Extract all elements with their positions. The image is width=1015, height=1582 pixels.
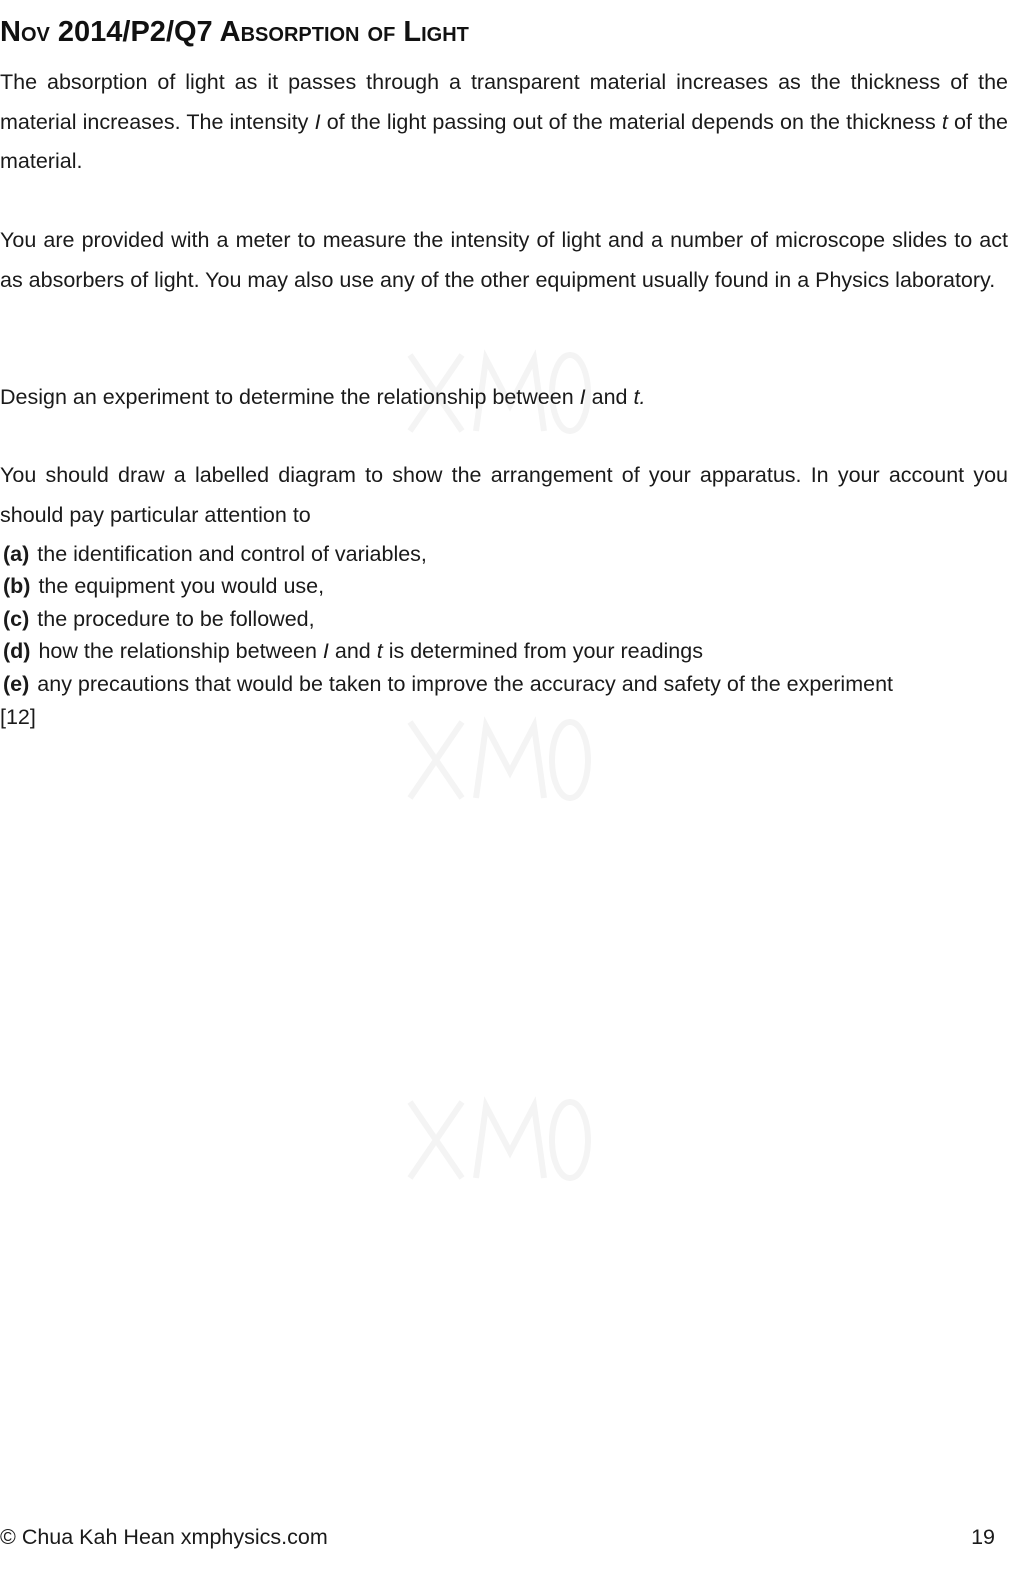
instructions-paragraph: You should draw a labelled diagram to show the arrangement of your apparatus. In your account you should pay particular attention to [0,463,1008,527]
item-text-end: is determined from your readings [382,639,703,664]
item-label: (b) [3,574,31,599]
marks-allocation: [12] [0,705,36,729]
equipment-paragraph: You are provided with a meter to measure the intensity of light and a number of microscope slides to act as absorbers of light. You may also use any of the other equipment usually found in a Physics laboratory. [0,228,1008,292]
task-paragraph [0,378,1008,418]
item-label: (d) [3,639,31,664]
variable-thickness: t [941,109,948,134]
intro-paragraph [0,63,1008,182]
footer-copyright: © Chua Kah Hean xmphysics.com [0,1525,328,1549]
intro-text-start: The absorption of light as it passes through a transparent material increases as the thickness of the material increases. The intensity [0,70,1008,134]
item-label: (a) [3,542,30,566]
variable-intensity: I [579,385,586,409]
list-item [3,668,893,700]
watermark-logo [402,712,592,808]
variable-intensity: I [314,109,321,134]
list-item [3,635,893,667]
attention-list [3,538,893,700]
item-text: the equipment you would use, [38,574,325,599]
item-text: the identification and control of variables, [37,542,427,566]
variable-thickness: t [376,639,383,664]
list-item [3,603,893,635]
intro-text-middle: of the light passing out of the material depends on the thickness [320,109,942,134]
item-text: any precautions that would be taken to improve the accuracy and safety of the experiment [37,671,893,696]
list-item [3,570,893,602]
list-item [3,538,893,570]
watermark-logo [402,1092,592,1188]
item-text: the procedure to be followed, [37,606,315,631]
page-title: Nov 2014/P2/Q7 Absorption of Light [0,16,469,48]
item-text-middle: and [328,639,377,664]
intro-text-end: of the material. [0,109,1008,173]
task-text-start: Design an experiment to determine the relationship between [0,385,580,409]
item-label: (e) [3,671,30,696]
variable-thickness: t. [633,385,646,409]
variable-intensity: I [322,639,329,664]
task-text-middle: and [585,385,634,409]
item-label: (c) [3,606,30,631]
page-number: 19 [971,1525,995,1549]
item-text-start: how the relationship between [38,639,323,664]
